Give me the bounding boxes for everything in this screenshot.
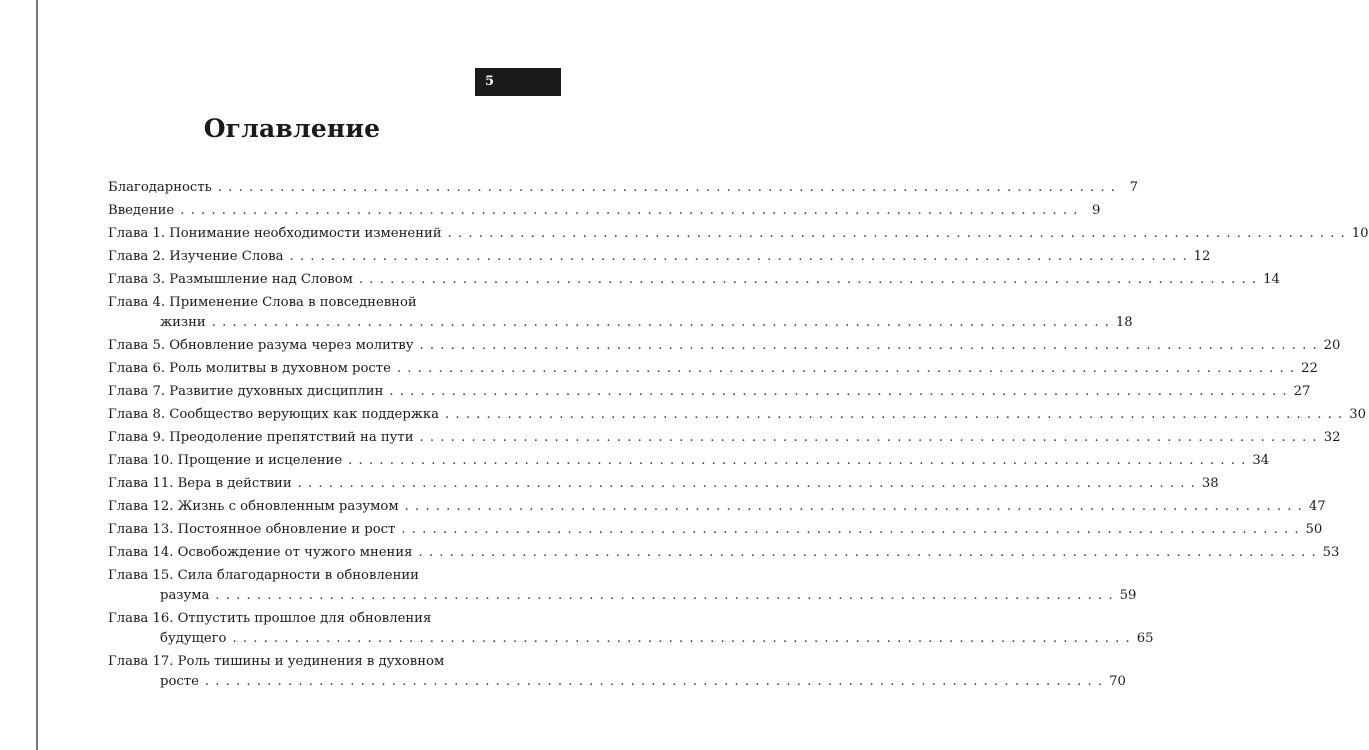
toc-dot-leader: . . . . . . . . . . . . . . . . . . . . . . . . . . . . . . . . . . . . . . . . . . . . . . . . . . . . . . . . . . . . . . . . . . . . . . . . . . . . . . . . . . . . . . . [396, 361, 1296, 376]
toc-entry-page: 12 [1193, 249, 1211, 264]
toc-entry-page: 65 [1136, 631, 1154, 646]
toc-entry-page: 10 [1351, 226, 1369, 241]
toc-dot-leader: . . . . . . . . . . . . . . . . . . . . . . . . . . . . . . . . . . . . . . . . . . . . . . . . . . . . . . . . . . . . . . . . . . . . . . . . . . . . . . . . . . . . . . . [389, 384, 1288, 399]
toc-entry-label: Глава 7. Развитие духовных дисциплин [108, 384, 384, 399]
toc-entry[interactable] [108, 497, 1326, 517]
page-title: Оглавление [203, 114, 381, 143]
toc-entry-page: 53 [1322, 545, 1340, 560]
toc-dot-leader: . . . . . . . . . . . . . . . . . . . . . . . . . . . . . . . . . . . . . . . . . . . . . . . . . . . . . . . . . . . . . . . . . . . . . . . . . . . . . . . . . . . . . . . [204, 674, 1104, 689]
toc-entry-label: Глава 3. Размышление над Словом [108, 272, 353, 287]
toc-dot-leader: . . . . . . . . . . . . . . . . . . . . . . . . . . . . . . . . . . . . . . . . . . . . . . . . . . . . . . . . . . . . . . . . . . . . . . . . . . . . . . . . . . . . . . . [217, 180, 1116, 195]
toc-dot-leader: . . . . . . . . . . . . . . . . . . . . . . . . . . . . . . . . . . . . . . . . . . . . . . . . . . . . . . . . . . . . . . . . . . . . . . . . . . . . . . . . . . . . . . . [215, 588, 1114, 603]
toc-dot-leader: . . . . . . . . . . . . . . . . . . . . . . . . . . . . . . . . . . . . . . . . . . . . . . . . . . . . . . . . . . . . . . . . . . . . . . . . . . . . . . . . . . . . . . . [418, 545, 1317, 560]
toc-dot-leader: . . . . . . . . . . . . . . . . . . . . . . . . . . . . . . . . . . . . . . . . . . . . . . . . . . . . . . . . . . . . . . . . . . . . . . . . . . . . . . . . . . . . . . . [232, 631, 1131, 646]
toc-entry-page: 22 [1301, 361, 1318, 376]
toc-entry-page: 32 [1323, 430, 1341, 445]
toc-entry-page: 47 [1308, 499, 1326, 514]
toc-dot-leader: . . . . . . . . . . . . . . . . . . . . . . . . . . . . . . . . . . . . . . . . . . . . . . . . . . . . . . . . . . . . . . . . . . . . . . . . . . . . . . . . . . . . . . . [297, 476, 1196, 491]
toc-entry-label: Глава 10. Прощение и исцеление [108, 453, 343, 468]
toc-dot-leader: . . . . . . . . . . . . . . . . . . . . . . . . . . . . . . . . . . . . . . . . . . . . . . . . . . . . . . . . . . . . . . . . . . . . . . . . . . . . . . . . . . . . . . . [447, 226, 1346, 241]
toc-entry-label: Глава 9. Преодоление препятствий на пути [108, 430, 414, 445]
toc-entry[interactable] [108, 382, 1311, 402]
toc-entry-label-line2: росте [160, 674, 199, 689]
toc-entry-label-line2: жизни [160, 315, 206, 330]
toc-entry[interactable] [108, 293, 1133, 333]
toc-entry-page: 27 [1293, 384, 1311, 399]
toc-entry[interactable] [108, 178, 1138, 198]
toc-entry-label: Глава 5. Обновление разума через молитву [108, 338, 414, 353]
toc-entry[interactable] [108, 359, 1318, 379]
toc-entry-label-line2: разума [160, 588, 210, 603]
toc-entry[interactable] [108, 652, 1126, 692]
toc-entry-page: 30 [1349, 407, 1366, 422]
toc-entry[interactable] [108, 566, 1137, 606]
toc-entry[interactable] [108, 224, 1369, 244]
toc-entry[interactable] [108, 336, 1341, 356]
toc-entry-label-line1: Глава 17. Роль тишины и уединения в духовном [108, 654, 445, 669]
toc-entry[interactable] [108, 474, 1219, 494]
toc-entry-page: 14 [1263, 272, 1280, 287]
page-spine-line [36, 0, 38, 750]
toc-entry-label-line2: будущего [160, 631, 227, 646]
toc-dot-leader: . . . . . . . . . . . . . . . . . . . . . . . . . . . . . . . . . . . . . . . . . . . . . . . . . . . . . . . . . . . . . . . . . . . . . . . . . . . . . . . . . . . . . . . [419, 338, 1318, 353]
toc-entry-label-line1: Глава 15. Сила благодарности в обновлении [108, 568, 419, 583]
toc-entry[interactable] [108, 543, 1340, 563]
toc-dot-leader: . . . . . . . . . . . . . . . . . . . . . . . . . . . . . . . . . . . . . . . . . . . . . . . . . . . . . . . . . . . . . . . . . . . . . . . . . . . . . . . . . . . . . . . [211, 315, 1110, 330]
toc-entry-page: 18 [1115, 315, 1133, 330]
toc-dot-leader: . . . . . . . . . . . . . . . . . . . . . . . . . . . . . . . . . . . . . . . . . . . . . . . . . . . . . . . . . . . . . . . . . . . . . . . . . . . . . . . . . . . . . . . [404, 499, 1303, 514]
toc-entry-page: 50 [1305, 522, 1323, 537]
toc-entry-label-line1: Глава 4. Применение Слова в повседневной [108, 295, 417, 310]
toc-entry-page: 70 [1109, 674, 1126, 689]
toc-entry[interactable] [108, 451, 1270, 471]
toc-entry-label: Глава 14. Освобождение от чужого мнения [108, 545, 413, 560]
toc-entry-label: Глава 2. Изучение Слова [108, 249, 284, 264]
toc-dot-leader: . . . . . . . . . . . . . . . . . . . . . . . . . . . . . . . . . . . . . . . . . . . . . . . . . . . . . . . . . . . . . . . . . . . . . . . . . . . . . . . . . . . . . . . [419, 430, 1318, 445]
toc-entry-page: 59 [1119, 588, 1137, 603]
toc-entry-label: Глава 8. Сообщество верующих как поддержка [108, 407, 440, 422]
toc-dot-leader: . . . . . . . . . . . . . . . . . . . . . . . . . . . . . . . . . . . . . . . . . . . . . . . . . . . . . . . . . . . . . . . . . . . . . . . . . . . . . . . . . . . . . . . [445, 407, 1344, 422]
table-of-contents [108, 178, 1369, 695]
toc-entry[interactable] [108, 201, 1101, 221]
toc-dot-leader: . . . . . . . . . . . . . . . . . . . . . . . . . . . . . . . . . . . . . . . . . . . . . . . . . . . . . . . . . . . . . . . . . . . . . . . . . . . . . . . . . . . . . . . [348, 453, 1247, 468]
toc-entry[interactable] [108, 247, 1211, 267]
toc-entry-page: 9 [1092, 203, 1101, 218]
toc-entry[interactable] [108, 428, 1341, 448]
toc-dot-leader: . . . . . . . . . . . . . . . . . . . . . . . . . . . . . . . . . . . . . . . . . . . . . . . . . . . . . . . . . . . . . . . . . . . . . . . . . . . . . . . . . . . . . . . [401, 522, 1300, 537]
toc-entry-label: Глава 11. Вера в действии [108, 476, 292, 491]
toc-entry-label: Глава 13. Постоянное обновление и рост [108, 522, 396, 537]
toc-entry[interactable] [108, 270, 1280, 290]
toc-entry-page: 34 [1252, 453, 1270, 468]
page-number-tab [475, 68, 561, 96]
toc-dot-leader: . . . . . . . . . . . . . . . . . . . . . . . . . . . . . . . . . . . . . . . . . . . . . . . . . . . . . . . . . . . . . . . . . . . . . . . . . . . . . . . . . . . . . . . [289, 249, 1188, 264]
toc-entry-label: Глава 1. Понимание необходимости изменений [108, 226, 442, 241]
toc-entry-page: 20 [1323, 338, 1341, 353]
toc-dot-leader: . . . . . . . . . . . . . . . . . . . . . . . . . . . . . . . . . . . . . . . . . . . . . . . . . . . . . . . . . . . . . . . . . . . . . . . . . . . . . . . . . . . . . . . [180, 203, 1079, 218]
toc-entry-label-line1: Глава 16. Отпустить прошлое для обновления [108, 611, 432, 626]
toc-entry[interactable] [108, 609, 1154, 649]
page-number: 5 [485, 74, 495, 89]
toc-dot-leader: . . . . . . . . . . . . . . . . . . . . . . . . . . . . . . . . . . . . . . . . . . . . . . . . . . . . . . . . . . . . . . . . . . . . . . . . . . . . . . . . . . . . . . . [358, 272, 1258, 287]
toc-entry[interactable] [108, 520, 1323, 540]
toc-entry-label: Введение [108, 203, 175, 218]
toc-entry-label: Глава 6. Роль молитвы в духовном росте [108, 361, 391, 376]
toc-entry-label: Благодарность [108, 180, 212, 195]
toc-entry[interactable] [108, 405, 1366, 425]
toc-entry-page: 38 [1201, 476, 1219, 491]
toc-entry-page: 7 [1129, 180, 1138, 195]
toc-entry-label: Глава 12. Жизнь с обновленным разумом [108, 499, 399, 514]
